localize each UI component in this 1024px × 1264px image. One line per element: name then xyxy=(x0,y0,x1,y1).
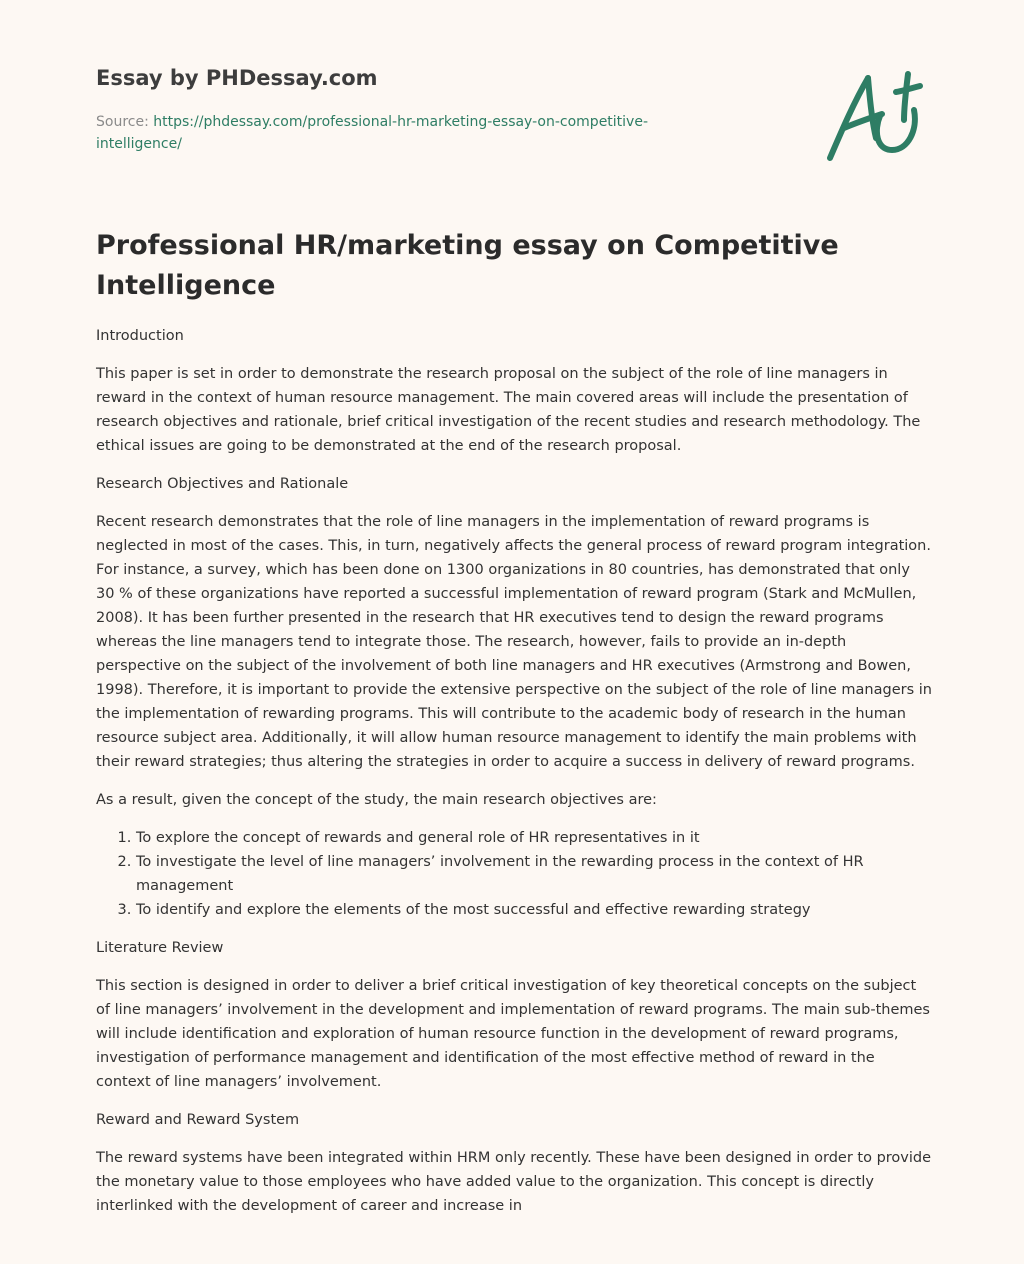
objectives-list xyxy=(96,826,932,922)
paragraph-introduction: This paper is set in order to demonstrate the research proposal on the subject of the role of line managers in reward in the context of human resource management. The main covered areas will include the presentation of research objectives and rationale, brief critical investigation of the recent studies and research methodology. The ethical issues are going to be demonstrated at the end of the research proposal. xyxy=(96,366,921,454)
heading-research-objectives: Research Objectives and Rationale xyxy=(96,476,349,492)
heading-introduction: Introduction xyxy=(96,328,184,344)
a-plus-logo-icon xyxy=(824,66,924,166)
list-item: 3. To identify and explore the elements of the most successful and effective rewarding strategy xyxy=(136,898,932,922)
heading-literature-review: Literature Review xyxy=(96,940,224,956)
heading-reward-system: Reward and Reward System xyxy=(96,1112,300,1128)
essay-title: Professional HR/marketing essay on Competitive Intelligence xyxy=(96,230,839,301)
site-title: Essay by PHDessay.com xyxy=(96,66,378,90)
site-header xyxy=(96,0,932,200)
paragraph-research-objectives: Recent research demonstrates that the role of line managers in the implementation of reward programs is neglected in most of the cases. This, in turn, negatively affects the general process of reward program integration. For instance, a survey, which has been done on 1300 organizations in 80 countries, has demonstrated that only 30 % of these organizations have reported a successful implementation of reward program (Stark and McMullen, 2008). It has been further presented in the research that HR executives tend to design the reward programs whereas the line managers tend to integrate those. The research, however, fails to provide an in-depth perspective on the subject of the involvement of both line managers and HR executives (Armstrong and Bowen, 1998). Therefore, it is important to provide the extensive perspective on the subject of the role of line managers in the implementation of rewarding programs. This will contribute to the academic body of research in the human resource subject area. Additionally, it will allow human resource management to identify the main problems with their reward strategies; thus altering the strategies in order to acquire a success in delivery of reward programs. xyxy=(96,514,932,770)
paragraph-literature-review: This section is designed in order to deliver a brief critical investigation of key theoretical concepts on the subject of line managers’ involvement in the development and implementation of reward programs. The main sub-themes will include identification and exploration of human resource function in the development of reward programs, investigation of performance management and identification of the most effective method of reward in the context of line managers’ involvement. xyxy=(96,978,930,1090)
essay-body xyxy=(96,324,932,1232)
paragraph-objectives-intro: As a result, given the concept of the study, the main research objectives are: xyxy=(96,792,657,808)
document-page xyxy=(96,0,932,1214)
paragraph-reward-system: The reward systems have been integrated within HRM only recently. These have been designed in order to provide the monetary value to those employees who have added value to the organization. This concept is directly interlinked with the development of career and increase in xyxy=(96,1150,932,1214)
source-link[interactable]: https://phdessay.com/professional-hr-marketing-essay-on-competitive-intelligence/ xyxy=(96,114,649,152)
source-label: Source: xyxy=(96,114,154,130)
source-line xyxy=(96,111,696,155)
list-item: 2. To investigate the level of line managers’ involvement in the rewarding process in the context of HR management xyxy=(136,850,932,898)
list-item: 1. To explore the concept of rewards and general role of HR representatives in it xyxy=(136,826,932,850)
